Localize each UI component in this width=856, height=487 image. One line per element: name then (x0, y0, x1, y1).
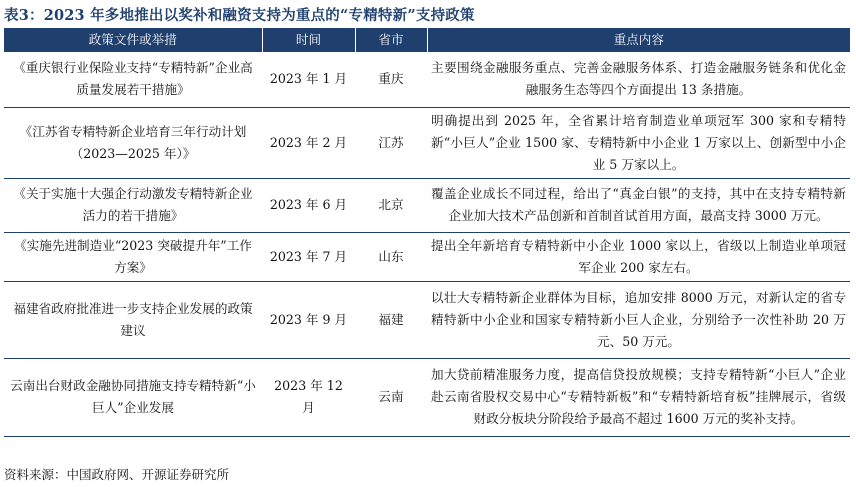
cell-time: 2023 年 12 月 (262, 358, 355, 436)
cell-region: 江苏 (355, 107, 427, 178)
cell-content: 明确提出到 2025 年，全省累计培育制造业单项冠军 300 家和专精特新“小巨人”企业 1500 家、专精特新中小企业 1 万家以上、创新型中小企业 5 万家以上。 (427, 107, 850, 178)
table-title: 表3：2023 年多地推出以奖补和融资支持为重点的“专精特新”支持政策 (4, 7, 475, 24)
cell-content: 提出全年新培育专精特新中小企业 1000 家以上，省级以上制造业单项冠军企业 200 家左右。 (427, 232, 850, 281)
cell-policy: 福建省政府批准进一步支持企业发展的政策建议 (4, 281, 262, 358)
table-row (4, 358, 850, 436)
cell-content: 主要围绕金融服务重点、完善金融服务体系、打造金融服务链条和优化金融服务生态等四个方面提出 13 条措施。 (427, 52, 850, 107)
cell-region: 山东 (355, 232, 427, 281)
cell-content: 加大贷前精准服务力度，提高信贷投放规模；支持专精特新“小巨人”企业赴云南省股权交易中心“专精特新板”和“专精特新培育板”挂牌展示，省级财政分板块分阶段给予最高不超过 1600 万元的奖补支持。 (427, 358, 850, 436)
cell-policy: 《重庆银行业保险业支持“专精特新”企业高质量发展若干措施》 (4, 52, 262, 107)
header-time: 时间 (262, 28, 355, 52)
cell-policy: 《关于实施十大强企行动激发专精特新企业活力的若干措施》 (4, 178, 262, 232)
cell-region: 福建 (355, 281, 427, 358)
table-header-row (4, 28, 850, 52)
cell-policy: 《江苏省专精特新企业培育三年行动计划（2023—2025 年）》 (4, 107, 262, 178)
table-row (4, 52, 850, 107)
cell-policy: 云南出台财政金融协同措施支持专精特新“小巨人”企业发展 (4, 358, 262, 436)
cell-time: 2023 年 2 月 (262, 107, 355, 178)
cell-region: 云南 (355, 358, 427, 436)
source-note: 资料来源：中国政府网、开源证券研究所 (4, 467, 230, 482)
table-row (4, 107, 850, 178)
cell-region: 北京 (355, 178, 427, 232)
cell-time: 2023 年 1 月 (262, 52, 355, 107)
cell-content: 覆盖企业成长不同过程，给出了“真金白银”的支持，其中在支持专精特新企业加大技术产品创新和首制首试首用方面，最高支持 3000 万元。 (427, 178, 850, 232)
table-row (4, 232, 850, 281)
header-policy: 政策文件或举措 (4, 28, 262, 52)
cell-content: 以壮大专精特新企业群体为目标，追加安排 8000 万元，对新认定的省专精特新中小企业和国家专精特新小巨人企业，分别给予一次性补助 20 万元、50 万元。 (427, 281, 850, 358)
header-content: 重点内容 (427, 28, 850, 52)
table-row (4, 281, 850, 358)
cell-policy: 《实施先进制造业“2023 突破提升年”工作方案》 (4, 232, 262, 281)
cell-time: 2023 年 7 月 (262, 232, 355, 281)
cell-time: 2023 年 9 月 (262, 281, 355, 358)
table-row (4, 178, 850, 232)
cell-region: 重庆 (355, 52, 427, 107)
cell-time: 2023 年 6 月 (262, 178, 355, 232)
policy-table (4, 28, 850, 437)
header-region: 省市 (355, 28, 427, 52)
